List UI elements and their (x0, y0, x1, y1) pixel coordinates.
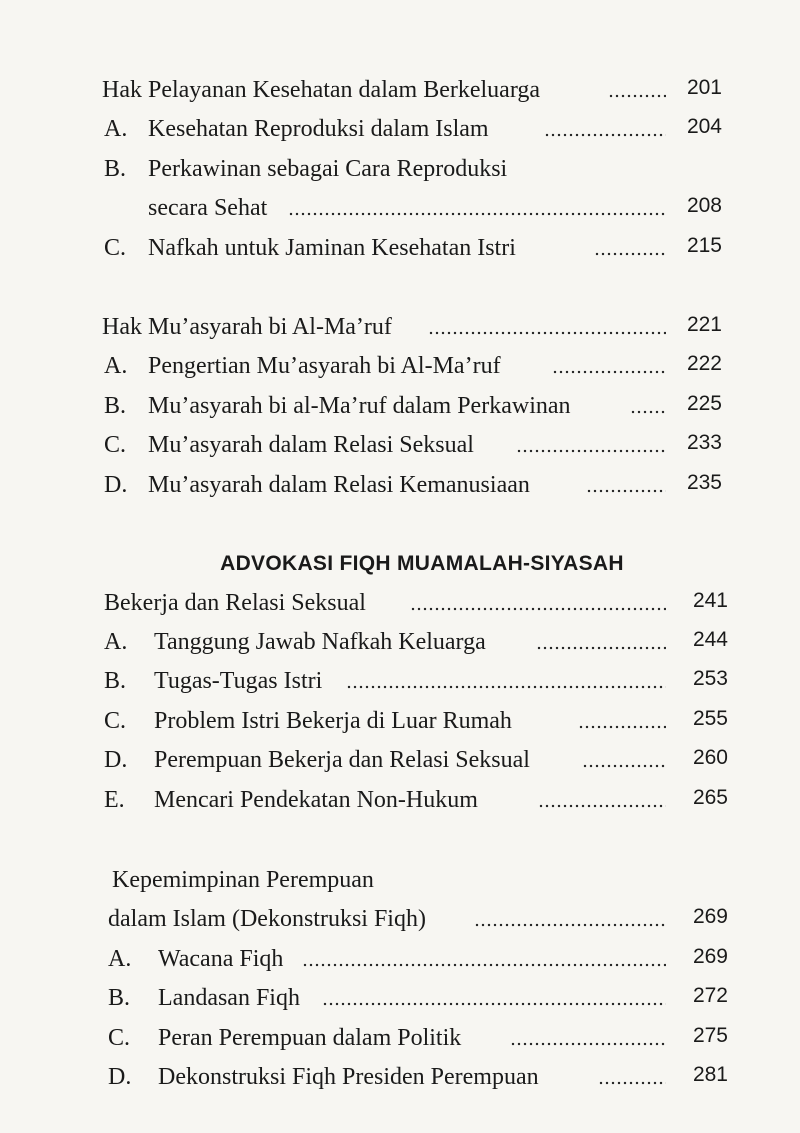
dot-leader (536, 646, 666, 650)
toc-subentry-letter: B. (104, 393, 127, 419)
toc-entry-title: Hak Pelayanan Kesehatan dalam Berkeluarga (102, 77, 541, 103)
toc-subentry-page: 260 (692, 746, 728, 769)
dot-leader (428, 331, 666, 335)
toc-entry (0, 70, 800, 106)
toc-subentry-title-continuation: secara Sehat (148, 195, 268, 221)
toc-entry-page: 221 (686, 313, 722, 336)
toc-entry-page: 201 (686, 76, 722, 99)
toc-subentry-page: 208 (686, 194, 722, 217)
toc-subentry-page: 255 (692, 707, 728, 730)
toc-subentry-letter: B. (108, 985, 131, 1011)
toc-subentry-letter: B. (104, 668, 127, 694)
toc-subentry (0, 780, 800, 816)
toc-subentry (0, 425, 800, 461)
toc-subentry-letter: C. (104, 432, 127, 458)
toc-subentry (0, 978, 800, 1014)
toc-subentry (0, 701, 800, 737)
toc-entry-continuation (0, 899, 800, 935)
toc-subentry-title: Mu’asyarah dalam Relasi Seksual (148, 432, 474, 458)
toc-subentry (0, 109, 800, 145)
toc-subentry-letter: D. (108, 1064, 132, 1090)
dot-leader (598, 1081, 666, 1085)
toc-subentry-title: Mu’asyarah dalam Relasi Kemanusiaan (148, 472, 530, 498)
toc-subentry (0, 465, 800, 501)
dot-leader (288, 212, 666, 216)
dot-leader (586, 489, 666, 493)
toc-subentry-title: Mu’asyarah bi al-Ma’ruf dalam Perkawinan (148, 393, 571, 419)
dot-leader (608, 94, 666, 98)
dot-leader (544, 133, 666, 137)
toc-subentry-letter: C. (104, 235, 127, 261)
dot-leader (510, 1042, 666, 1046)
toc-subentry-title: Tanggung Jawab Nafkah Keluarga (154, 629, 486, 655)
toc-entry-title: Kepemimpinan Perempuan (112, 867, 374, 893)
toc-subentry-title: Perkawinan sebagai Cara Reproduksi (148, 156, 508, 182)
toc-subentry-page: 235 (686, 471, 722, 494)
toc-subentry (0, 661, 800, 697)
toc-entry-title-continuation: dalam Islam (Dekonstruksi Fiqh) (108, 906, 426, 932)
toc-subentry-page: 244 (692, 628, 728, 651)
toc-subentry-letter: E. (104, 787, 125, 813)
dot-leader (302, 963, 666, 967)
toc-subentry-page: 253 (692, 667, 728, 690)
toc-subentry-title: Pengertian Mu’asyarah bi Al-Ma’ruf (148, 353, 501, 379)
toc-subentry (0, 1057, 800, 1093)
toc-entry-title: Bekerja dan Relasi Seksual (104, 590, 366, 616)
dot-leader (474, 923, 666, 927)
dot-leader (594, 252, 666, 256)
toc-subentry-title: Dekonstruksi Fiqh Presiden Perempuan (158, 1064, 539, 1090)
toc-subentry (0, 740, 800, 776)
toc-entry-page: 269 (692, 905, 728, 928)
toc-subentry (0, 386, 800, 422)
toc-subentry-page: 215 (686, 234, 722, 257)
toc-subentry-page: 272 (692, 984, 728, 1007)
toc-subentry-title: Mencari Pendekatan Non-Hukum (154, 787, 478, 813)
toc-entry-page: 241 (692, 589, 728, 612)
toc-subentry-title: Peran Perempuan dalam Politik (158, 1025, 462, 1051)
toc-subentry-continuation (0, 188, 800, 224)
toc-subentry-letter: B. (104, 156, 127, 182)
toc-subentry-title: Perempuan Bekerja dan Relasi Seksual (154, 747, 530, 773)
toc-subentry-page: 265 (692, 786, 728, 809)
toc-entry (0, 583, 800, 619)
toc-subentry-letter: A. (104, 116, 128, 142)
toc-subentry (0, 1018, 800, 1054)
toc-subentry-page: 233 (686, 431, 722, 454)
toc-subentry-letter: D. (104, 472, 128, 498)
toc-entry (0, 860, 800, 896)
toc-subentry-title: Wacana Fiqh (158, 946, 284, 972)
dot-leader (552, 370, 666, 374)
toc-subentry-letter: C. (104, 708, 127, 734)
toc-subentry-page: 204 (686, 115, 722, 138)
dot-leader (538, 804, 666, 808)
toc-subentry-letter: C. (108, 1025, 131, 1051)
dot-leader (410, 607, 666, 611)
toc-subentry (0, 228, 800, 264)
toc-subentry-letter: D. (104, 747, 128, 773)
toc-subentry-letter: A. (108, 946, 132, 972)
dot-leader (578, 725, 666, 729)
toc-subentry-page: 281 (692, 1063, 728, 1086)
part-heading: ADVOKASI FIQH MUAMALAH-SIYASAH (220, 552, 624, 575)
toc-entry-title: Hak Mu’asyarah bi Al-Ma’ruf (102, 314, 392, 340)
toc-subentry-title: Nafkah untuk Jaminan Kesehatan Istri (148, 235, 516, 261)
toc-subentry-page: 225 (686, 392, 722, 415)
dot-leader (630, 410, 666, 414)
toc-subentry-title: Kesehatan Reproduksi dalam Islam (148, 116, 489, 142)
toc-subentry-title: Tugas-Tugas Istri (154, 668, 323, 694)
toc-subentry (0, 149, 800, 185)
toc-subentry-page: 222 (686, 352, 722, 375)
toc-subentry (0, 939, 800, 975)
toc-subentry-letter: A. (104, 629, 128, 655)
toc-subentry-letter: A. (104, 353, 128, 379)
toc-subentry-title: Landasan Fiqh (158, 985, 300, 1011)
dot-leader (322, 1002, 666, 1006)
toc-subentry (0, 622, 800, 658)
dot-leader (516, 449, 666, 453)
toc-subentry-page: 275 (692, 1024, 728, 1047)
toc-subentry-title: Problem Istri Bekerja di Luar Rumah (154, 708, 512, 734)
dot-leader (346, 685, 666, 689)
dot-leader (582, 764, 666, 768)
toc-subentry (0, 346, 800, 382)
toc-subentry-page: 269 (692, 945, 728, 968)
toc-entry (0, 307, 800, 343)
